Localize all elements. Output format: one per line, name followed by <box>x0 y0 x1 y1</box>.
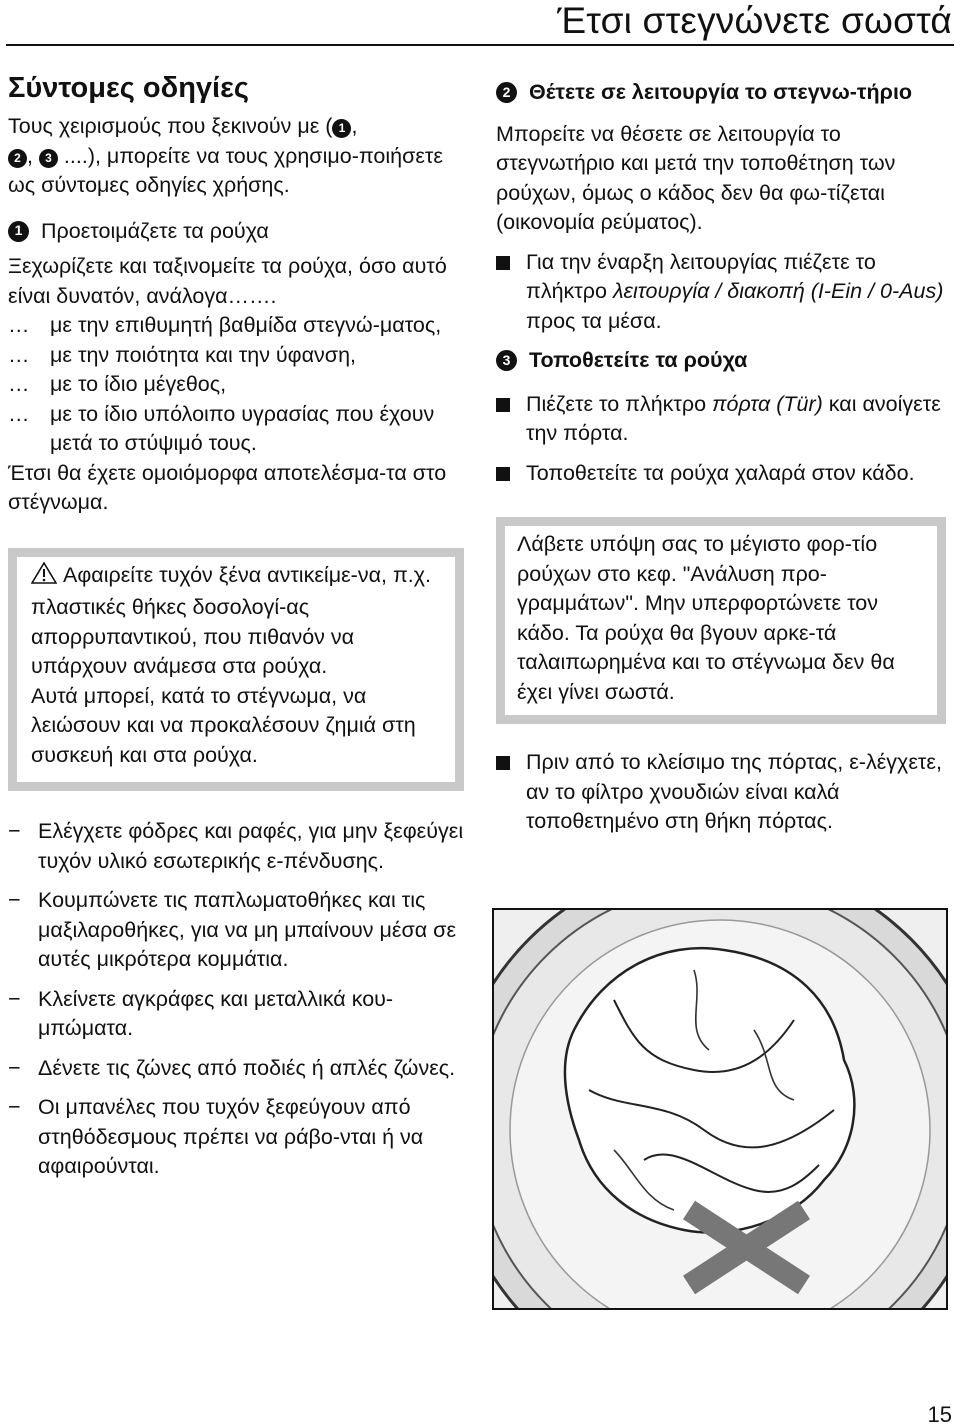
step-1-badge: 1 <box>8 221 29 242</box>
list-item: Τοποθετείτε τα ρούχα χαλαρά στον κάδο. <box>496 459 946 490</box>
warning-box <box>8 548 464 792</box>
result-text: Έτσι θα έχετε ομοιόμορφα αποτελέσμα-τα στο στέγνωμα. <box>8 460 447 514</box>
list-item: … με την ποιότητα και την ύφανση, <box>8 342 356 367</box>
bullet-square-icon <box>496 467 510 481</box>
overloaded-drum-illustration <box>492 908 948 1310</box>
step-1-title: Προετοιμάζετε τα ρούχα <box>41 218 269 243</box>
filter-list <box>496 748 946 837</box>
start-stop-key-name: λειτουργία / διακοπή (I-Ein / 0-Aus) <box>612 279 944 303</box>
step-3-title: Τοποθετείτε τα ρούχα <box>529 348 748 372</box>
step-3-badge: 3 <box>496 350 517 371</box>
step-2-list <box>496 248 946 337</box>
list-item: Για την έναρξη λειτουργίας πιέζετε το πλήκτρο λειτουργία / διακοπή (I-Ein / 0-Aus) προς τα μέσα. <box>496 248 946 337</box>
bullet-square-icon <box>496 256 510 270</box>
intro-text-b: , <box>351 114 358 138</box>
page-number: 15 <box>927 1402 952 1427</box>
criteria-list <box>8 311 464 459</box>
intro-text-c: , <box>27 143 39 168</box>
load-note-box: Λάβετε υπόψη σας το μέγιστο φορ-τίο ρούχων στο κεφ. "Ανάλυση προ-γραμμάτων". Μην υπερφορτώνετε τον κάδο. Τα ρούχα θα βγουν αρκε-τά ταλαιπωρημένα και το στέγνωμα δεν θα έχει γίνει σωστά. <box>496 517 946 724</box>
step-2-badge-inline: 2 <box>8 149 27 168</box>
sort-intro: Ξεχωρίζετε και ταξινομείτε τα ρούχα, όσο αυτό είναι δυνατόν, ανάλογα……. <box>8 254 447 308</box>
section-heading: Σύντομες οδηγίες <box>8 72 249 104</box>
page-header-title: Έτσι στεγνώνετε σωστά <box>557 0 952 41</box>
list-item: − Δένετε τις ζώνες από ποδιές ή απλές ζώνες. <box>8 1055 456 1080</box>
list-item: Πριν από το κλείσιμο της πόρτας, ε-λέγχετε, αν το φίλτρο χνουδιών είναι καλά τοποθετημένο στη θήκη πόρτας. <box>496 748 946 837</box>
warning-triangle-icon <box>31 561 57 594</box>
bullet-square-icon <box>496 398 510 412</box>
list-item: − Κουμπώνετε τις παπλωματοθήκες και τις μαξιλαροθήκες, για να μη μπαίνουν μέσα σε αυτές μικρότερα κομμάτια. <box>8 888 457 971</box>
step-2-heading <box>496 78 946 108</box>
left-column <box>8 70 464 1192</box>
step-2-title: Θέτετε σε λειτουργία το στεγνω-τήριο <box>529 80 913 104</box>
drum-laundry-crossed-icon <box>494 910 946 1308</box>
step-2-badge: 2 <box>496 82 517 103</box>
step-1-badge-inline: 1 <box>332 119 351 138</box>
door-key-name: πόρτα (Tür) <box>712 391 823 416</box>
step-3-badge-inline: 3 <box>39 149 58 168</box>
intro-text-d: ....), μπορείτε να τους χρησιμο-ποιήσετε ως σύντομες οδηγίες χρήσης. <box>8 143 444 197</box>
step-3-list <box>496 390 946 490</box>
step-1-heading <box>8 217 464 247</box>
intro-text-a: Τους χειρισμούς που ξεκινούν με ( <box>8 114 333 138</box>
bullet-square-icon <box>496 756 510 770</box>
intro-paragraph <box>8 112 464 201</box>
list-item: − Κλείνετε αγκράφες και μεταλλικά κου-μπώματα. <box>8 986 394 1040</box>
list-item: − Ελέγχετε φόδρες και ραφές, για μην ξεφεύγει τυχόν υλικό εσωτερικής ε-πένδυσης. <box>8 819 464 873</box>
warning-text-2: Αυτά μπορεί, κατά το στέγνωμα, να λειώσουν και να προκαλέσουν ζημιά στη συσκευή και στα ρούχα. <box>31 683 416 767</box>
warning-text-1: Αφαιρείτε τυχόν ξένα αντικείμε-να, π.χ. πλαστικές θήκες δοσολογί-ας απορρυπαντικού, που πιθανόν να υπάρχουν ανάμεσα στα ρούχα. <box>31 562 432 678</box>
list-item: Πιέζετε το πλήκτρο πόρτα (Tür) και ανοίγετε την πόρτα. <box>496 390 946 449</box>
list-item: − Οι μπανέλες που τυχόν ξεφεύγουν από στηθόδεσμους πρέπει να ράβο-νται ή να αφαιρούνται. <box>8 1095 424 1178</box>
list-item: … με το ίδιο μέγεθος, <box>8 372 227 396</box>
right-column <box>496 78 946 847</box>
step-2-text: Μπορείτε να θέσετε σε λειτουργία το στεγνωτήριο και μετά την τοποθέτηση των ρούχων, όμως ο κάδος δεν θα φω-τίζεται (οικονομία ρεύματος). <box>496 121 896 234</box>
header-rule <box>6 44 954 46</box>
preparation-dash-list <box>8 817 464 1182</box>
step-3-heading <box>496 346 946 376</box>
list-item: … με την επιθυμητή βαθμίδα στεγνώ-ματος, <box>8 313 442 337</box>
list-item: … με το ίδιο υπόλοιπο υγρασίας που έχουν μετά το στύψιμό τους. <box>8 401 435 455</box>
